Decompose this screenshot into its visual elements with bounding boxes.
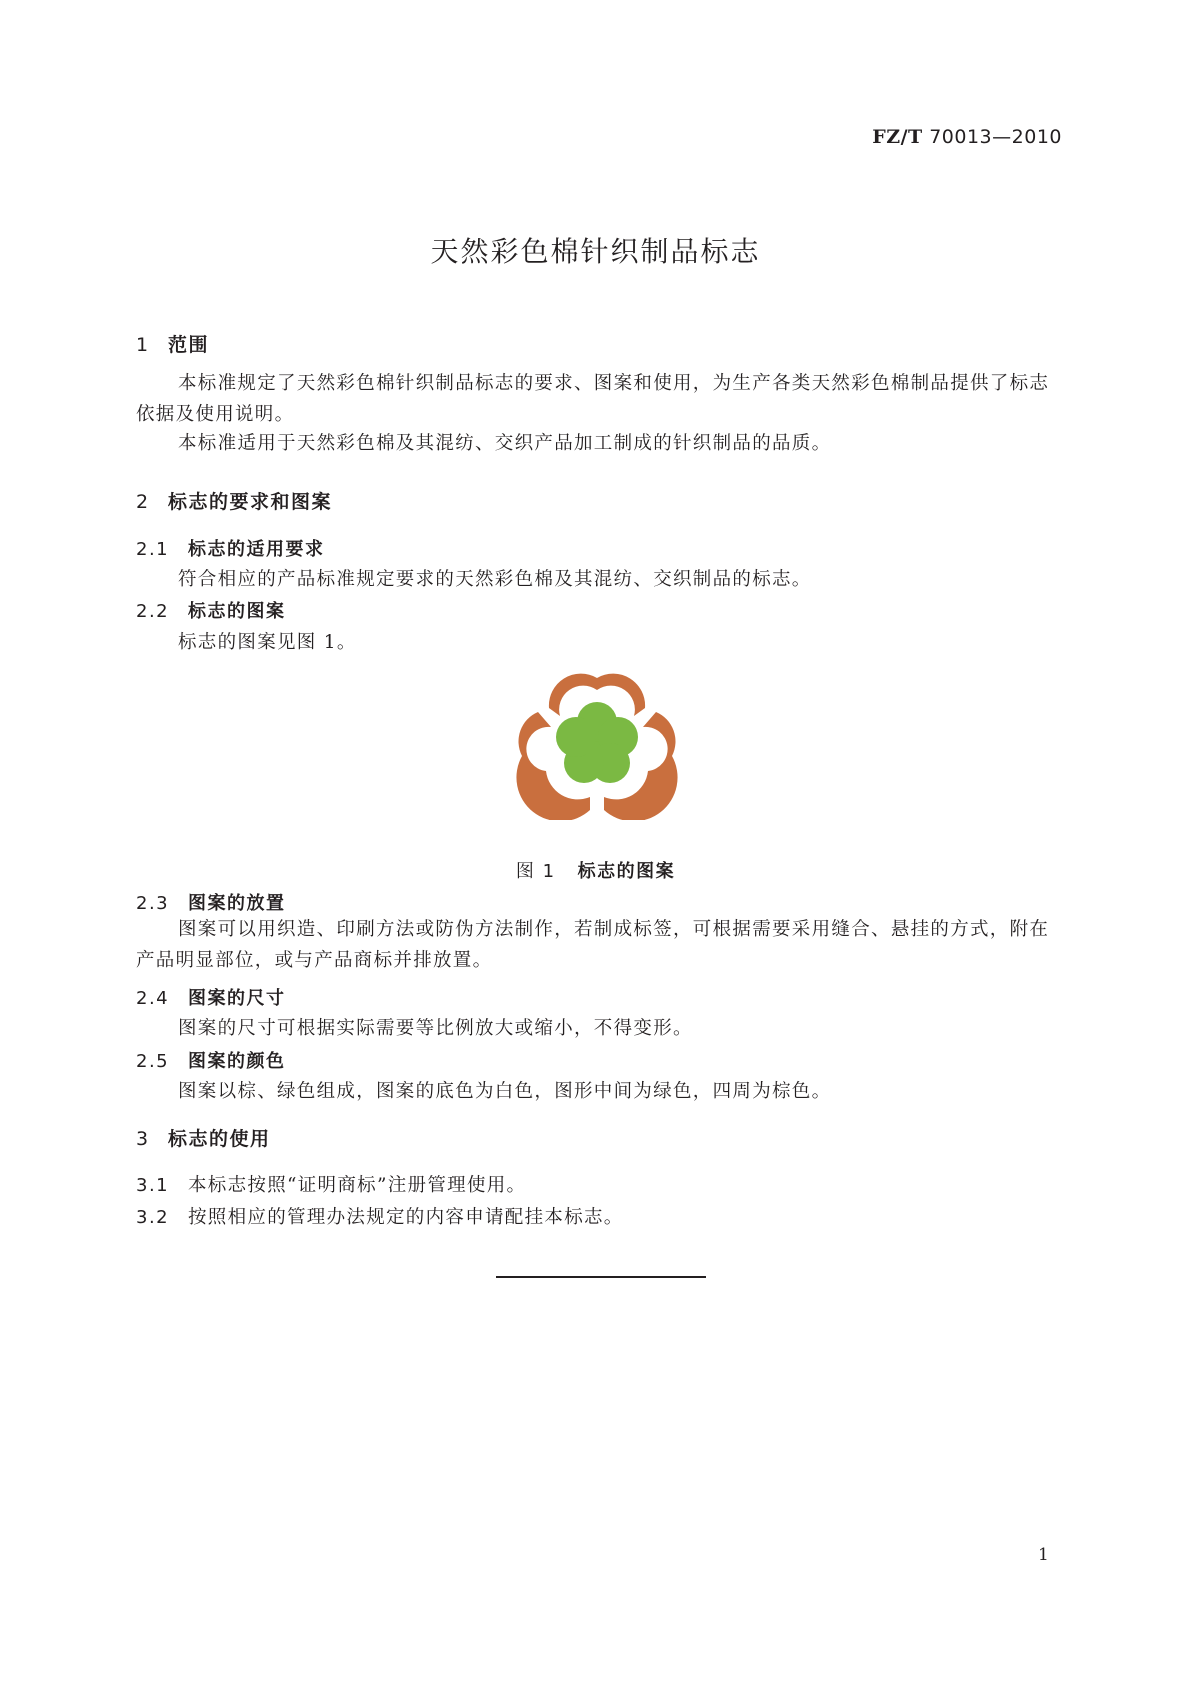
section-2-3-text: 图案可以用织造、印刷方法或防伪方法制作，若制成标签，可根据需要采用缝合、悬挂的方式，附在产品明显部位，或与产品商标并排放置。 <box>136 919 1050 971</box>
document-title: 天然彩色棉针织制品标志 <box>430 235 761 268</box>
green-center-flower <box>556 702 638 783</box>
subsection-number: 2.3 <box>136 893 170 914</box>
section-number: 1 <box>136 334 150 356</box>
section-number: 3 <box>136 1128 150 1150</box>
section-title: 标志的使用 <box>168 1128 271 1150</box>
subsection-title: 图案的尺寸 <box>188 988 286 1009</box>
subsection-number: 2.4 <box>136 988 170 1009</box>
subsection-title: 图案的放置 <box>188 893 286 914</box>
figure-caption <box>0 857 1191 883</box>
section-2-1-text: 符合相应的产品标准规定要求的天然彩色棉及其混纺、交织制品的标志。 <box>178 569 812 590</box>
subsection-title: 标志的适用要求 <box>188 539 325 560</box>
subsection-number: 2.1 <box>136 539 170 560</box>
section-2-2-heading <box>136 597 286 623</box>
figure-number: 图 1 <box>515 861 556 882</box>
subsection-title: 图案的颜色 <box>188 1051 286 1072</box>
section-2-1-heading <box>136 535 325 561</box>
subsection-text: 按照相应的管理办法规定的内容申请配挂本标志。 <box>188 1207 624 1228</box>
standard-code: 70013—2010 <box>929 126 1062 148</box>
section-2-5-text: 图案以棕、绿色组成，图案的底色为白色，图形中间为绿色，四周为棕色。 <box>178 1081 832 1102</box>
section-2-heading <box>136 487 332 514</box>
subsection-number: 2.5 <box>136 1051 170 1072</box>
standard-number <box>872 126 1062 148</box>
section-2-3-heading <box>136 889 286 915</box>
section-3-heading <box>136 1124 271 1151</box>
section-title: 标志的要求和图案 <box>168 491 333 513</box>
section-1-heading <box>136 330 209 357</box>
section-2-4-text: 图案的尺寸可根据实际需要等比例放大或缩小，不得变形。 <box>178 1018 693 1039</box>
colored-cotton-logo <box>512 660 682 820</box>
subsection-number: 2.2 <box>136 601 170 622</box>
section-2-4-heading <box>136 984 286 1010</box>
end-rule <box>496 1276 706 1278</box>
figure-title: 标志的图案 <box>577 861 676 882</box>
subsection-number: 3.1 <box>136 1175 170 1196</box>
page-number: 1 <box>1038 1545 1049 1565</box>
section-2-5-heading <box>136 1047 286 1073</box>
standard-prefix: FZ/T <box>872 126 923 148</box>
section-2-2-text: 标志的图案见图 1。 <box>178 632 357 653</box>
section-3-1 <box>136 1171 526 1197</box>
section-number: 2 <box>136 491 150 513</box>
subsection-text: 本标志按照“证明商标”注册管理使用。 <box>188 1175 527 1196</box>
section-1-paragraph-2: 本标准适用于天然彩色棉及其混纺、交织产品加工制成的针织制品的品质。 <box>178 433 832 454</box>
section-3-2 <box>136 1203 624 1229</box>
section-1-paragraph-1: 本标准规定了天然彩色棉针织制品标志的要求、图案和使用，为生产各类天然彩色棉制品提供了标志依据及使用说明。 <box>136 373 1050 425</box>
subsection-number: 3.2 <box>136 1207 170 1228</box>
subsection-title: 标志的图案 <box>188 601 286 622</box>
section-title: 范围 <box>168 334 210 356</box>
